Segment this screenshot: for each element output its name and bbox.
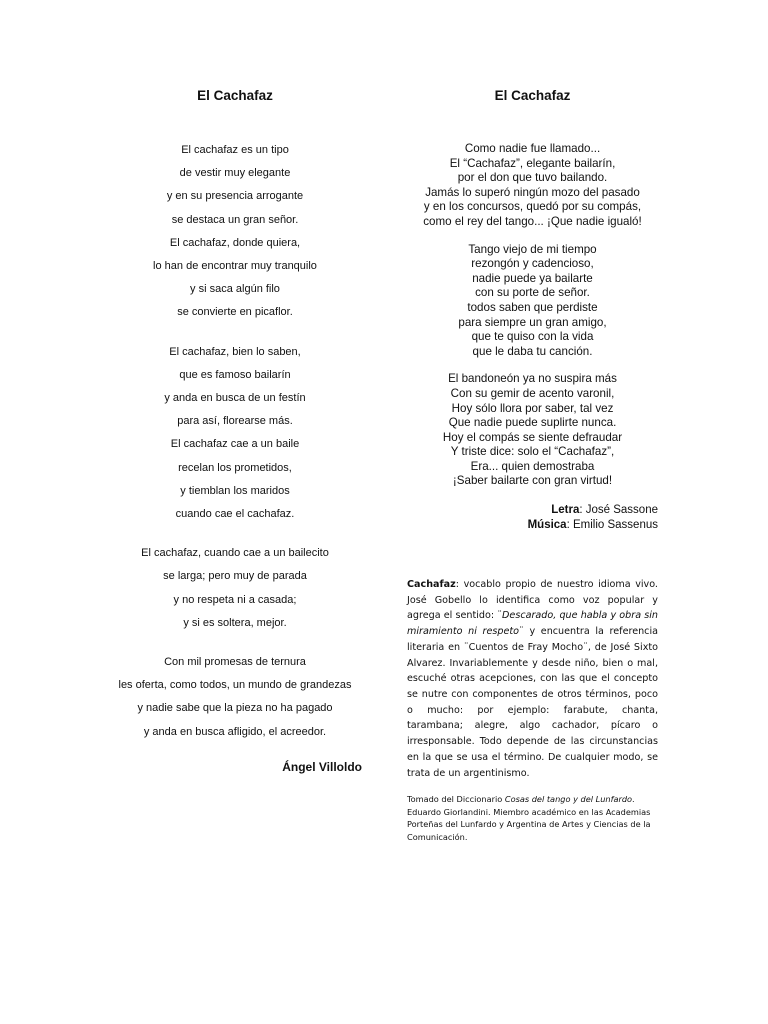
- verse-line: que es famoso bailarín: [179, 368, 291, 381]
- verse-line: Con mil promesas de ternura: [164, 656, 306, 669]
- verse-line: El cachafaz, donde quiera,: [169, 236, 301, 249]
- verse-line: Tango viejo de mi tiempo: [468, 242, 597, 256]
- verse-line: se destaca un gran señor.: [171, 213, 299, 226]
- right-stanzas: [400, 142, 665, 489]
- verse-line: Hoy sólo llora por saber, tal vez: [451, 401, 614, 415]
- verse-line: y tiemblan los maridos: [180, 484, 290, 497]
- credit-letra-value: : José Sassone: [579, 504, 658, 517]
- verse-line: que te quiso con la vida: [471, 330, 594, 344]
- left-title: El Cachafaz: [197, 88, 273, 103]
- verse-line: El bandoneón ya no suspira más: [448, 372, 617, 386]
- verse-line: de vestir muy elegante: [179, 167, 291, 180]
- verse-line: El cachafaz cae a un baile: [170, 438, 300, 451]
- verse-line: rezongón y cadencioso,: [471, 257, 594, 271]
- left-poem: [100, 88, 370, 774]
- verse-line: Y triste dice: solo el “Cachafaz”,: [450, 445, 615, 459]
- verse-line: Como nadie fue llamado...: [464, 142, 601, 155]
- verse-line: El cachafaz es un tipo: [181, 144, 289, 156]
- verse-line: como el rey del tango... ¡Que nadie igualó!: [423, 214, 642, 228]
- verse-line: y anda en busca afligido, el acreedor.: [143, 725, 327, 738]
- credit-letra: [400, 503, 658, 518]
- credit-letra-label: Letra: [551, 504, 580, 517]
- stanza: [100, 542, 370, 635]
- stanza: [100, 341, 370, 527]
- verse-line: que le daba tu canción.: [472, 344, 593, 358]
- verse-line: y no respeta ni a casada;: [173, 593, 297, 606]
- verse-line: Con su gemir de acento varonil,: [450, 386, 615, 400]
- verse-line: El cachafaz, cuando cae a un bailecito: [141, 547, 329, 560]
- source-prefix: Tomado del Diccionario: [407, 794, 505, 805]
- verse-line: y si saca algún filo: [190, 283, 280, 296]
- verse-line: recelan los prometidos,: [178, 461, 292, 474]
- stanza: [400, 243, 665, 360]
- verse-line: todos saben que perdiste: [467, 300, 598, 314]
- definition-text-2: ¨ y encuentra la referencia literaria en ¨Cuentos de Fray Mocho¨, de José Sixto Alvarez. Invariablemente y desde niño, bien o mal, escuché otras acepciones, con las que el concepto se nutre con componentes de otros términos, poco o mucho: por ejemplo: farabute, chanta, tarambana; alegre, algo cachador, pícaro o irresponsable. Todo depende de las circunstancias en la que se usa el término. De cualquier modo, se trata de un argentinismo.: [407, 626, 659, 779]
- stanza: [100, 651, 370, 744]
- source-book: Cosas del tango y del Lunfardo: [504, 794, 633, 805]
- song-credits: [400, 503, 665, 532]
- verse-line: Que nadie puede suplirte nunca.: [448, 416, 617, 430]
- verse-line: y en los concursos, quedó por su compás,: [423, 200, 642, 214]
- verse-line: El cachafaz, bien lo saben,: [169, 345, 301, 358]
- right-song: [400, 88, 665, 844]
- verse-line: les oferta, como todos, un mundo de grandezas: [118, 679, 352, 692]
- verse-line: Hoy el compás se siente defraudar: [442, 430, 623, 444]
- verse-line: con su porte de señor.: [475, 286, 590, 300]
- right-title: El Cachafaz: [494, 88, 571, 103]
- stanza: [100, 139, 370, 325]
- verse-line: y anda en busca de un festín: [164, 392, 306, 405]
- verse-line: El “Cachafaz”, elegante bailarín,: [449, 156, 616, 170]
- verse-line: nadie puede ya bailarte: [472, 271, 593, 285]
- verse-line: lo han de encontrar muy tranquilo: [153, 260, 317, 273]
- verse-line: se convierte en picaflor.: [177, 306, 293, 319]
- verse-line: se larga; pero muy de parada: [163, 570, 307, 583]
- definition-text-1: : vocablo propio de nuestro idioma vivo. José Gobello lo identifica como voz popular y agrega el sentido: ¨: [407, 579, 658, 622]
- verse-line: y si es soltera, mejor.: [183, 616, 287, 629]
- stanza: [400, 372, 665, 489]
- verse-line: y nadie sabe que la pieza no ha pagado: [137, 702, 333, 715]
- definition-paragraph: [400, 577, 665, 781]
- verse-line: y en su presencia arrogante: [166, 190, 304, 203]
- definition-term: Cachafaz: [407, 579, 456, 591]
- verse-line: por el don que tuvo bailando.: [457, 171, 608, 185]
- left-stanzas: [100, 139, 370, 744]
- verse-line: para así, florearse más.: [177, 415, 293, 428]
- verse-line: Era... quien demostraba: [470, 459, 595, 473]
- credit-musica: [400, 518, 658, 533]
- source-note: [400, 793, 665, 843]
- poem-author: Ángel Villoldo: [282, 759, 362, 774]
- verse-line: ¡Saber bailarte con gran virtud!: [452, 474, 613, 488]
- definition-quote: Descarado, que habla y obra sin miramiento ni respeto: [407, 610, 658, 638]
- stanza: [400, 142, 665, 230]
- credit-musica-label: Música: [527, 518, 567, 531]
- verse-line: Jamás lo superó ningún mozo del pasado: [425, 185, 640, 199]
- verse-line: para siempre un gran amigo,: [458, 315, 607, 329]
- credit-musica-value: : Emilio Sassenus: [566, 518, 658, 531]
- verse-line: cuando cae el cachafaz.: [175, 508, 295, 521]
- source-suffix: . Eduardo Giorlandini. Miembro académico en las Academias Porteñas del Lunfardo y Argentina de Artes y Ciencias de la Comunicación.: [407, 794, 651, 842]
